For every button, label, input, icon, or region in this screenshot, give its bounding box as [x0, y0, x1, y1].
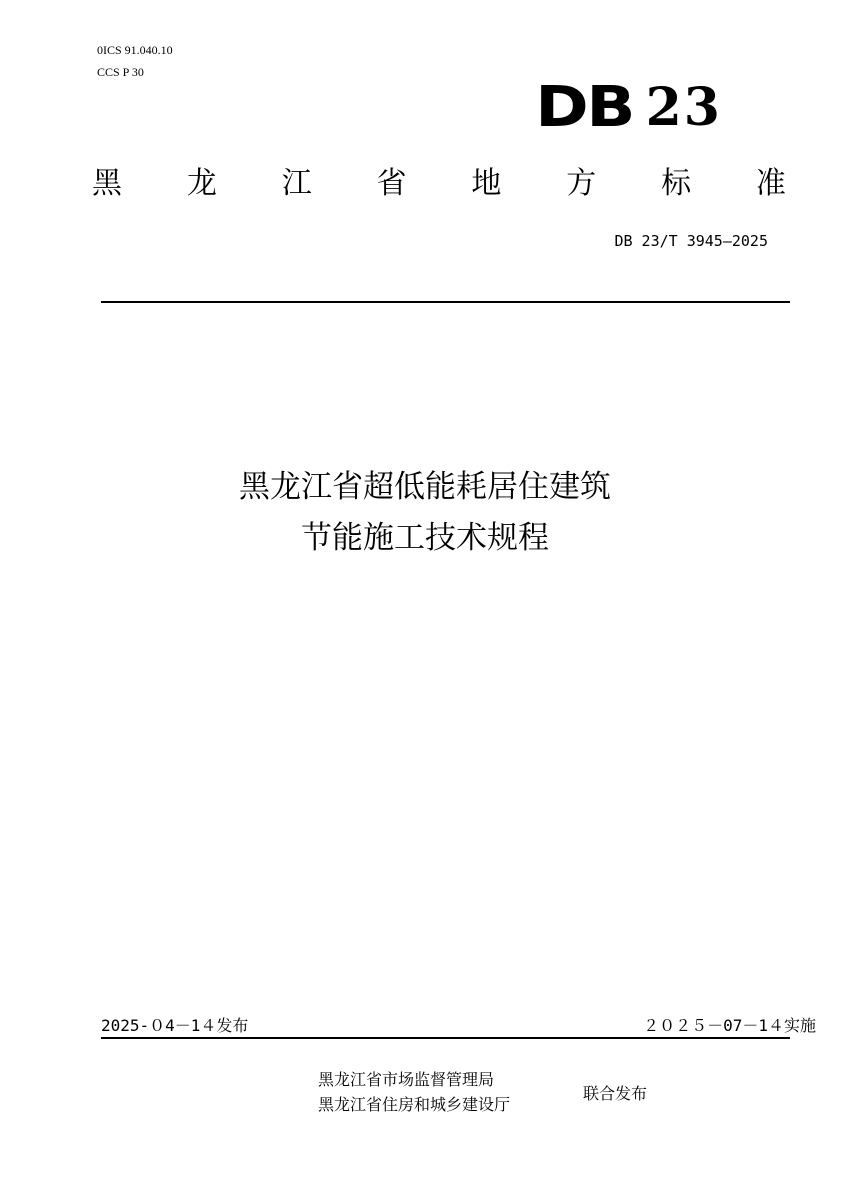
- issuer-market-supervision: 黑龙江省市场监督管理局: [318, 1070, 495, 1089]
- db-logo-number: 23: [645, 77, 722, 138]
- document-title-line-2: 节能施工技术规程: [301, 520, 549, 556]
- db-logo-prefix: DB: [535, 75, 634, 140]
- standard-code: DB 23/T 3945—2025: [614, 232, 768, 250]
- implement-date: ２０２５－07－1４实施: [643, 1016, 816, 1035]
- standard-kind-char: 江: [281, 166, 312, 201]
- standard-kind-char: 黑: [92, 166, 122, 201]
- ccs-code: CCS P 30: [97, 65, 144, 79]
- document-title-line-1: 黑龙江省超低能耗居住建筑: [239, 469, 611, 505]
- publish-date: 2025-０4－1４发布: [101, 1016, 249, 1035]
- standard-kind-char: 标: [661, 166, 692, 201]
- joint-release-label: 联合发布: [583, 1084, 648, 1103]
- standard-kind-char: 方: [566, 166, 597, 201]
- db-logo: [535, 75, 722, 140]
- standard-kind-char: 龙: [186, 166, 217, 201]
- standard-kind-char: 地: [471, 166, 502, 201]
- issuer-housing-construction: 黑龙江省住房和城乡建设厅: [318, 1095, 511, 1114]
- standard-kind-char: 准: [755, 166, 786, 201]
- bottom-divider: [101, 1037, 790, 1039]
- standard-kind-char: 省: [376, 166, 407, 201]
- standard-kind-heading: [92, 164, 786, 204]
- top-divider: [101, 301, 790, 303]
- ics-code: 0ICS 91.040.10: [97, 43, 173, 57]
